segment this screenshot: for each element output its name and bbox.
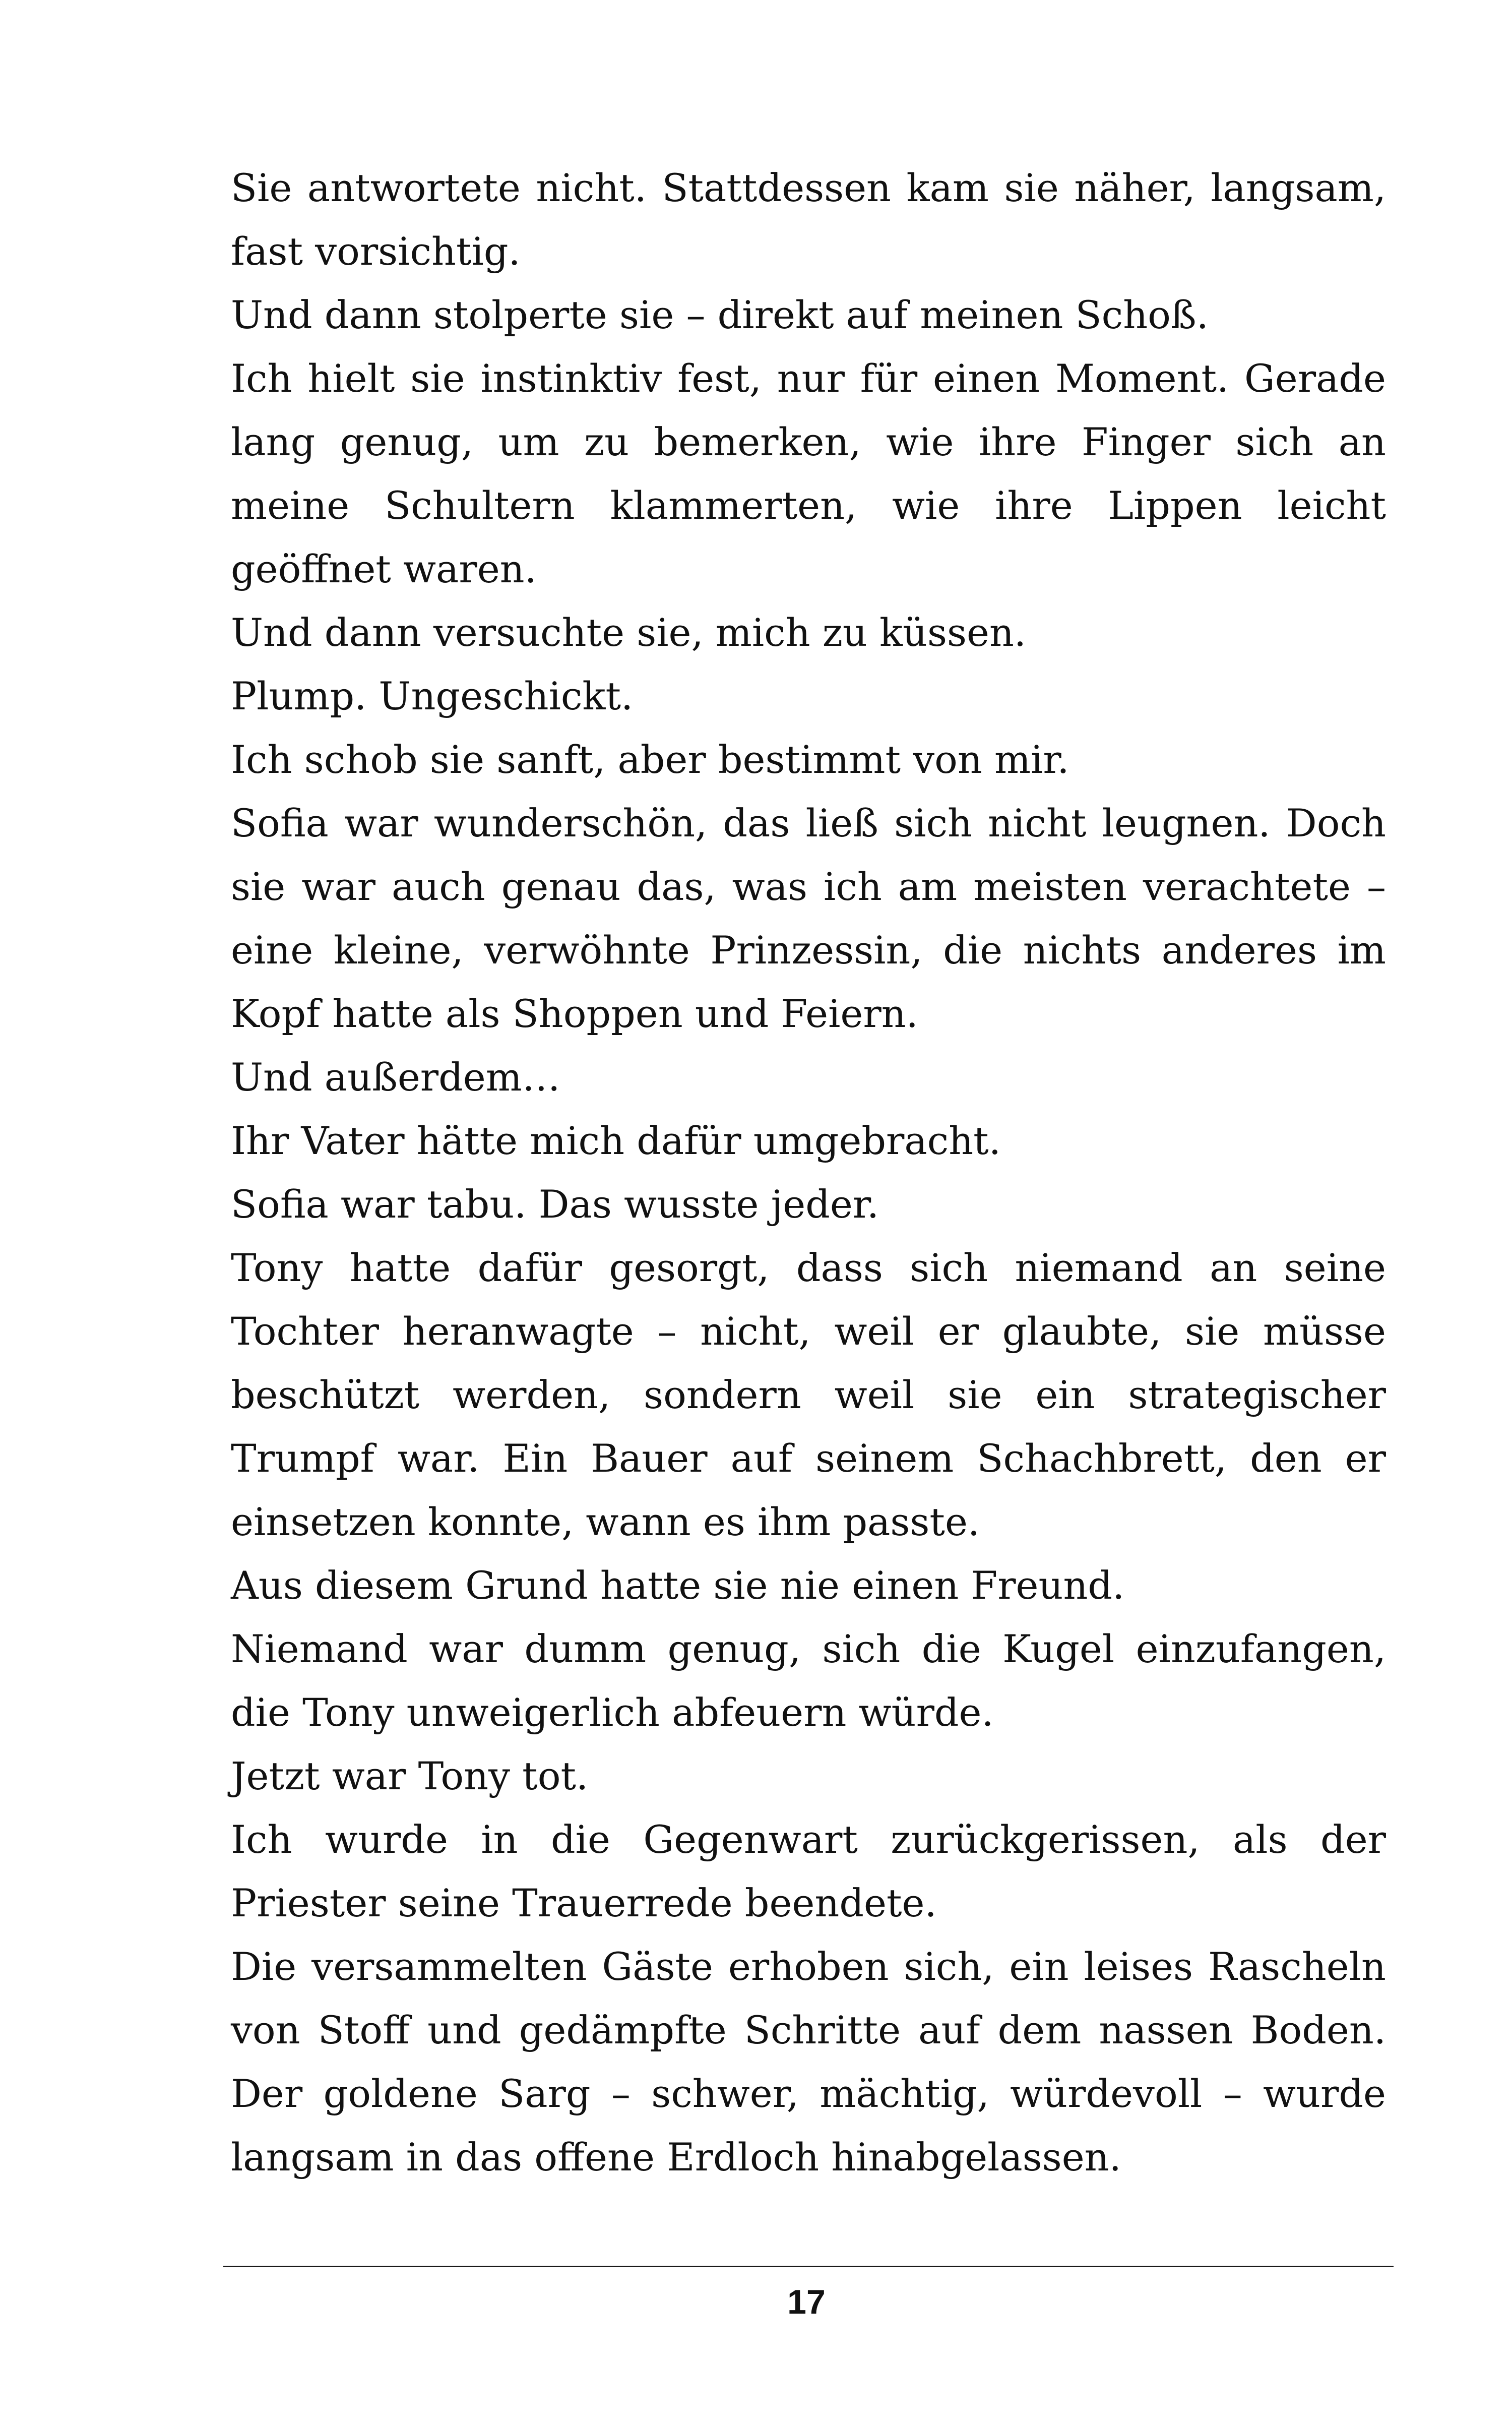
paragraph: Ich schob sie sanft, aber bestimmt von mir. <box>231 737 1069 782</box>
paragraph: Und außerdem… <box>231 1055 560 1100</box>
paragraph: Und dann stolperte sie – direkt auf meinen Schoß. <box>231 292 1209 337</box>
paragraph: Die versammelten Gäste erhoben sich, ein leises Rascheln von Stoff und gedämpfte Schritte auf dem nassen Boden. Der goldene Sarg – schwer, mächtig, würdevoll – wurde langsam in das offene Erdloch hinabgelassen. <box>231 1944 1386 2180</box>
paragraph: Sie antwortete nicht. Stattdessen kam sie näher, langsam, fast vorsichtig. <box>231 165 1386 274</box>
page-number: 17 <box>787 2283 826 2321</box>
body-text <box>231 156 1386 2189</box>
paragraph: Plump. Ungeschickt. <box>231 674 634 718</box>
paragraph: Jetzt war Tony tot. <box>231 1753 589 1798</box>
footer-divider <box>223 2266 1394 2267</box>
paragraph: Sofia war wunderschön, das ließ sich nicht leugnen. Doch sie war auch genau das, was ich am meisten verachtete – eine kleine, verwöhnte Prinzessin, die nichts anderes im Kopf hatte als Shoppen und Feiern. <box>231 801 1386 1036</box>
paragraph: Sofia war tabu. Das wusste jeder. <box>231 1182 879 1227</box>
paragraph: Tony hatte dafür gesorgt, dass sich niemand an seine Tochter heranwagte – nicht, weil er glaubte, sie müsse beschützt werden, sondern weil sie ein strategischer Trumpf war. Ein Bauer auf seinem Schachbrett, den er einsetzen konnte, wann es ihm passte. <box>231 1245 1386 1544</box>
paragraph: Aus diesem Grund hatte sie nie einen Freund. <box>231 1563 1125 1608</box>
paragraph: Ich wurde in die Gegenwart zurückgerissen, als der Priester seine Trauerrede beendete. <box>231 1817 1386 1925</box>
paragraph: Niemand war dumm genug, sich die Kugel einzufangen, die Tony unweigerlich abfeuern würde. <box>231 1626 1386 1735</box>
paragraph: Und dann versuchte sie, mich zu küssen. <box>231 610 1027 655</box>
paragraph: Ich hielt sie instinktiv fest, nur für einen Moment. Gerade lang genug, um zu bemerken, wie ihre Finger sich an meine Schultern klammerten, wie ihre Lippen leicht geöffnet waren. <box>231 356 1386 591</box>
paragraph: Ihr Vater hätte mich dafür umgebracht. <box>231 1118 1001 1163</box>
